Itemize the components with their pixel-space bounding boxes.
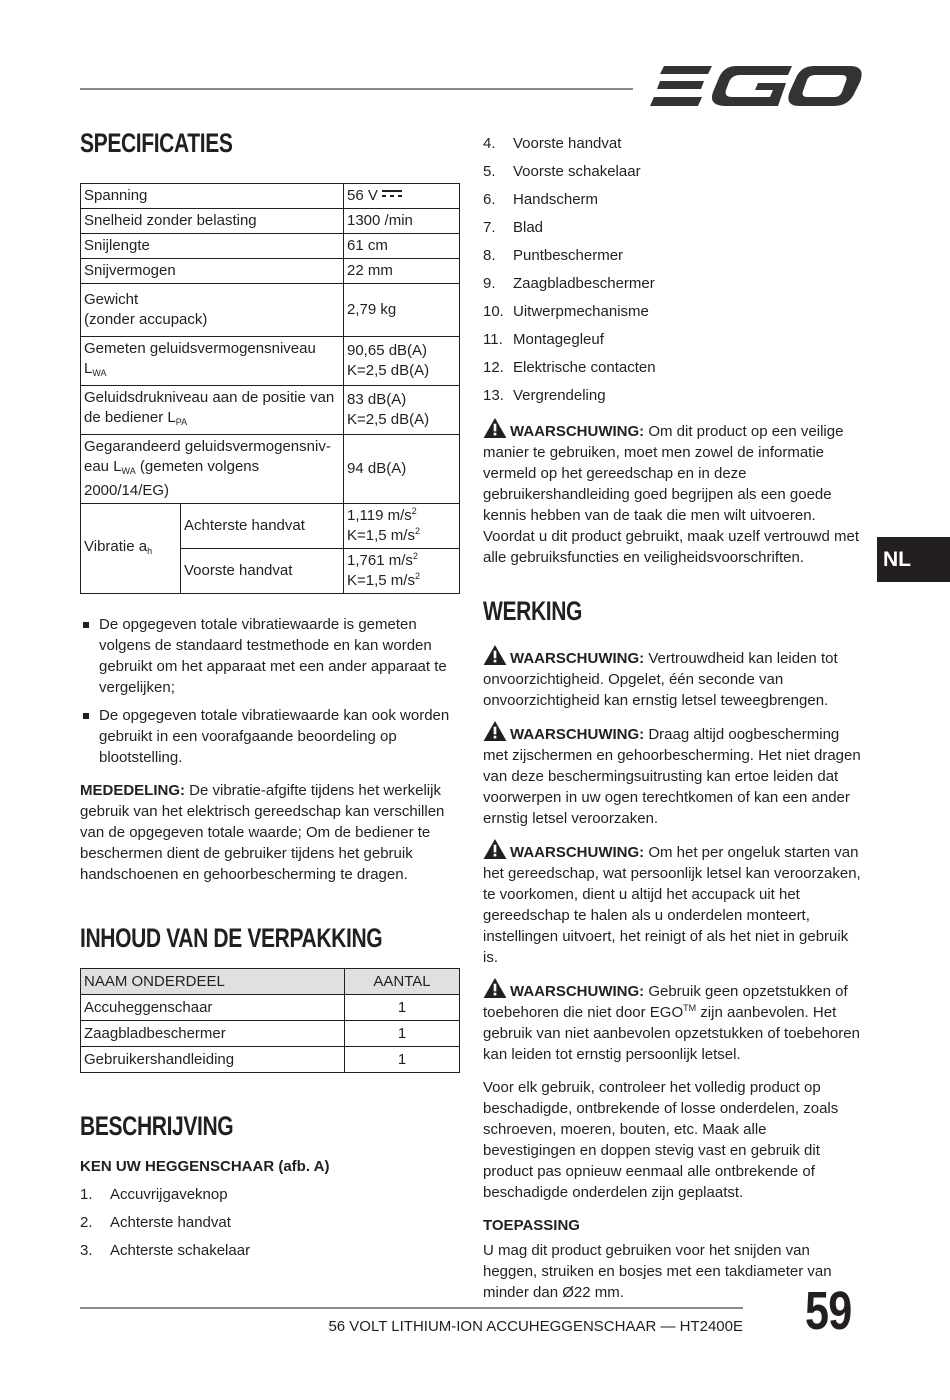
table-cell: 94 dB(A): [344, 435, 460, 504]
table-cell: Achterste handvat: [181, 504, 344, 549]
list-item: [483, 354, 863, 382]
value-line: K=1,5 m/s: [347, 527, 415, 544]
notice-label: MEDEDELING:: [80, 782, 185, 799]
table-cell: 1: [345, 1047, 460, 1073]
item-number: 3.: [80, 1242, 93, 1259]
item-name: Voorste handvat: [513, 135, 622, 152]
vibration-label: Vibratie a: [84, 537, 148, 555]
sound-power-label: Gemeten geluidsvermogensniveau L: [84, 340, 316, 377]
warning-text: zijn aanbevolen. Het gebruik van niet aanbevolen opzetstukken of toebehoren kan leiden tot ernstig persoonlijk letsel.: [483, 1004, 860, 1063]
warning-label: WAARSCHUWING:: [510, 650, 645, 667]
superscript: 2: [411, 506, 417, 516]
table-cell: 1300 /min: [344, 209, 460, 234]
table-cell: 1: [345, 995, 460, 1021]
item-number: 10.: [483, 303, 504, 320]
footer-rule: [80, 1307, 743, 1309]
item-number: 2.: [80, 1214, 93, 1231]
table-cell: Voorste handvat: [181, 549, 344, 594]
guaranteed-label-line2: eau L: [84, 458, 122, 475]
header-rule: [80, 88, 633, 90]
warning-icon: [483, 418, 507, 438]
item-name: Achterste schakelaar: [110, 1242, 251, 1259]
sound-pressure-label-line2: de bediener L: [84, 409, 176, 426]
warning-label: WAARSCHUWING:: [510, 726, 645, 743]
guaranteed-label-line1: Gegarandeerd geluidsvermogensniv-: [84, 438, 331, 455]
table-cell: 61 cm: [344, 234, 460, 259]
parts-list-right: [483, 130, 863, 410]
list-item: [483, 298, 863, 326]
item-number: 9.: [483, 275, 496, 292]
item-name: Handscherm: [513, 191, 599, 208]
superscript: 2: [412, 551, 418, 561]
value-line: K=2,5 dB(A): [347, 362, 430, 379]
item-number: 11.: [483, 331, 503, 348]
list-item: [80, 1181, 460, 1209]
table-cell: [81, 435, 344, 504]
warning-label: WAARSCHUWING:: [510, 983, 645, 1000]
table-cell: 1: [345, 1021, 460, 1047]
specs-table: [80, 183, 460, 594]
table-row: [81, 259, 460, 284]
list-item: [483, 186, 863, 214]
value-line: 1,761 m/s: [347, 552, 413, 569]
operation-warning-1: [483, 645, 863, 711]
table-row: [81, 995, 460, 1021]
table-row: [81, 1047, 460, 1073]
warning-icon: [483, 839, 507, 859]
item-name: Accuvrijgaveknop: [110, 1186, 228, 1203]
item-name: Blad: [513, 219, 544, 236]
voltage-value: 56 V: [347, 187, 378, 204]
subscript: WA: [121, 466, 136, 476]
table-cell: Snijlengte: [81, 234, 344, 259]
subscript: PA: [175, 417, 188, 427]
warning-text: Draag altijd oogbescherming met zijschermen en gehoorbescherming. Het niet dragen van deze beschermingsuitrusting kan ertoe leiden dat voorwerpen in uw ogen terechtkomen of kan een ander ernstig letsel veroorzaken.: [483, 726, 861, 827]
list-item: [483, 158, 863, 186]
table-row: [81, 337, 460, 386]
list-item: [483, 270, 863, 298]
list-item: [483, 382, 863, 410]
value-line: 90,65 dB(A): [347, 342, 428, 359]
list-item: [80, 1237, 460, 1265]
item-name: Voorste schakelaar: [513, 163, 641, 180]
table-cell: [344, 549, 460, 594]
value-line: K=2,5 dB(A): [347, 411, 430, 428]
value-line: K=1,5 m/s: [347, 572, 415, 589]
table-header-row: [81, 969, 460, 995]
item-name: Achterste handvat: [110, 1214, 231, 1231]
warning-text: Om dit product op een veilige manier te gebruiken, moet men zowel de informatie vermeld op het gereedschap en in deze gebruikershandleiding goed begrijpen als een goede kennis hebben van de taak die men wilt uitvoeren. Voordat u dit product gebruikt, maak uzelf vertrouwd met alle gebruiksfuncties en veiligheidsvoorschriften.: [483, 423, 860, 566]
list-item: [483, 242, 863, 270]
footer-title: 56 VOLT LITHIUM-ION ACCUHEGGENSCHAAR — HT2400E: [328, 1318, 743, 1335]
table-cell: [344, 386, 460, 435]
operation-warning-2: [483, 721, 863, 829]
warning-text: Om het per ongeluk starten van het gereedschap, wat persoonlijk letsel kan veroorzaken, te voorkomen, dient u altijd het accupack uit het gereedschap te halen als u onderdelen monteert, instellingen uitvoert, het reinigt of als het niet in gebruik is.: [483, 844, 861, 966]
table-cell: Gebruikershandleiding: [81, 1047, 345, 1073]
table-cell: [344, 504, 460, 549]
item-name: Puntbeschermer: [513, 247, 624, 264]
warning-icon: [483, 645, 507, 665]
weight-label-line2: (zonder accupack): [84, 311, 208, 328]
subscript: h: [147, 545, 153, 556]
table-row: [81, 504, 460, 549]
description-subtitle: KEN UW HEGGENSCHAAR (afb. A): [80, 1158, 330, 1175]
table-cell: 22 mm: [344, 259, 460, 284]
operation-warning-4: [483, 978, 863, 1065]
ego-logo: [650, 60, 862, 112]
table-cell: Accuheggenschaar: [81, 995, 345, 1021]
warning-text: Vertrouwdheid kan leiden tot onvoorzichtigheid. Opgelet, één seconde van onvoorzichtigheid kan ernstig letsel teweegbrengen.: [483, 650, 838, 709]
superscript: 2: [414, 526, 420, 536]
contents-table: [80, 968, 460, 1073]
table-row: [81, 284, 460, 337]
list-item: [80, 1209, 460, 1237]
item-name: Uitwerpmechanisme: [513, 303, 649, 320]
item-number: 8.: [483, 247, 496, 264]
item-name: Montagegleuf: [513, 331, 604, 348]
application-title: TOEPASSING: [483, 1217, 580, 1234]
weight-label-line1: Gewicht: [84, 291, 139, 308]
item-number: 12.: [483, 359, 504, 376]
list-item: [483, 130, 863, 158]
check-paragraph: Voor elk gebruik, controleer het volledig product op beschadigde, ontbrekende of losse onderdelen, zoals schroeven, moeren, bouten, etc. Maak alle bevestigingen en doppen stevig vast en gebruik dit product pas opnieuw eenmaal alle ontbrekende of beschadigde onderdelen zijn geplaatst.: [483, 1079, 839, 1201]
table-row: [81, 209, 460, 234]
contents-title: INHOUD VAN DE VERPAKKING: [80, 923, 383, 953]
description-title: BESCHRIJVING: [80, 1111, 234, 1141]
dc-symbol-icon: [382, 190, 402, 199]
notice-paragraph: [80, 780, 460, 885]
application-text: U mag dit product gebruiken voor het snijden van heggen, struiken en bosjes met een takdiameter van minder dan Ø22 mm.: [483, 1242, 832, 1301]
item-name: Elektrische contacten: [513, 359, 656, 376]
item-number: 5.: [483, 163, 496, 180]
table-row: [81, 435, 460, 504]
table-cell: [81, 284, 344, 337]
parts-list-left: [80, 1181, 460, 1265]
warning-label: WAARSCHUWING:: [510, 844, 645, 861]
vibration-notes: [80, 614, 460, 768]
operation-title: WERKING: [483, 596, 583, 626]
column-header-qty: AANTAL: [345, 969, 460, 995]
table-row: [81, 1021, 460, 1047]
column-header-part: NAAM ONDERDEEL: [81, 969, 345, 995]
table-cell: [81, 504, 181, 594]
trademark: TM: [683, 1003, 697, 1013]
table-cell: [344, 337, 460, 386]
intro-warning: [483, 418, 863, 568]
sound-pressure-label-line1: Geluidsdrukniveau aan de positie van: [84, 389, 335, 406]
table-cell: [81, 337, 344, 386]
table-row: [81, 234, 460, 259]
list-item: [483, 214, 863, 242]
table-cell: Snijvermogen: [81, 259, 344, 284]
specs-title: SPECIFICATIES: [80, 128, 233, 158]
notice-text: De vibratie-afgifte tijdens het werkelijk gebruik van het elektrisch gereedschap kan verschillen van de opgegeven totale waarde; Om de bediener te beschermen dient de gebruiker tijdens het gebruik handschoenen en gehoorbescherming te dragen.: [80, 782, 445, 883]
subscript: WA: [92, 368, 107, 378]
item-number: 7.: [483, 219, 496, 236]
operation-warning-3: [483, 839, 863, 968]
list-item: De opgegeven totale vibratiewaarde kan ook worden gebruikt in een voorafgaande beoordeling op blootstelling.: [80, 705, 460, 768]
list-item: De opgegeven totale vibratiewaarde is gemeten volgens de standaard testmethode en kan worden gebruikt om het apparaat met een ander apparaat te vergelijken;: [80, 614, 460, 698]
item-number: 13.: [483, 387, 504, 404]
warning-icon: [483, 721, 507, 741]
item-number: 4.: [483, 135, 496, 152]
item-name: Vergrendeling: [513, 387, 606, 404]
table-cell: Spanning: [81, 184, 344, 209]
table-cell: Snelheid zonder belasting: [81, 209, 344, 234]
page-number: 59: [805, 1281, 852, 1341]
warning-text: Gebruik geen opzetstukken of toebehoren die niet door EGO: [483, 983, 848, 1021]
item-number: 6.: [483, 191, 496, 208]
table-cell: Zaagbladbeschermer: [81, 1021, 345, 1047]
list-item: [483, 326, 863, 354]
table-row: [81, 386, 460, 435]
item-number: 1.: [80, 1186, 93, 1203]
table-cell: [81, 386, 344, 435]
table-cell: 2,79 kg: [344, 284, 460, 337]
warning-label: WAARSCHUWING:: [510, 423, 645, 440]
guaranteed-label-line2b: (gemeten volgens 2000/14/EG): [84, 458, 260, 499]
value-line: 1,119 m/s: [347, 507, 412, 524]
item-name: Zaagbladbeschermer: [513, 275, 655, 292]
left-column: [80, 128, 460, 1265]
table-cell: [344, 184, 460, 209]
warning-icon: [483, 978, 507, 998]
right-column: [483, 130, 863, 1303]
value-line: 83 dB(A): [347, 391, 407, 408]
language-tab: NL: [877, 537, 950, 582]
superscript: 2: [414, 571, 420, 581]
table-row: [81, 184, 460, 209]
